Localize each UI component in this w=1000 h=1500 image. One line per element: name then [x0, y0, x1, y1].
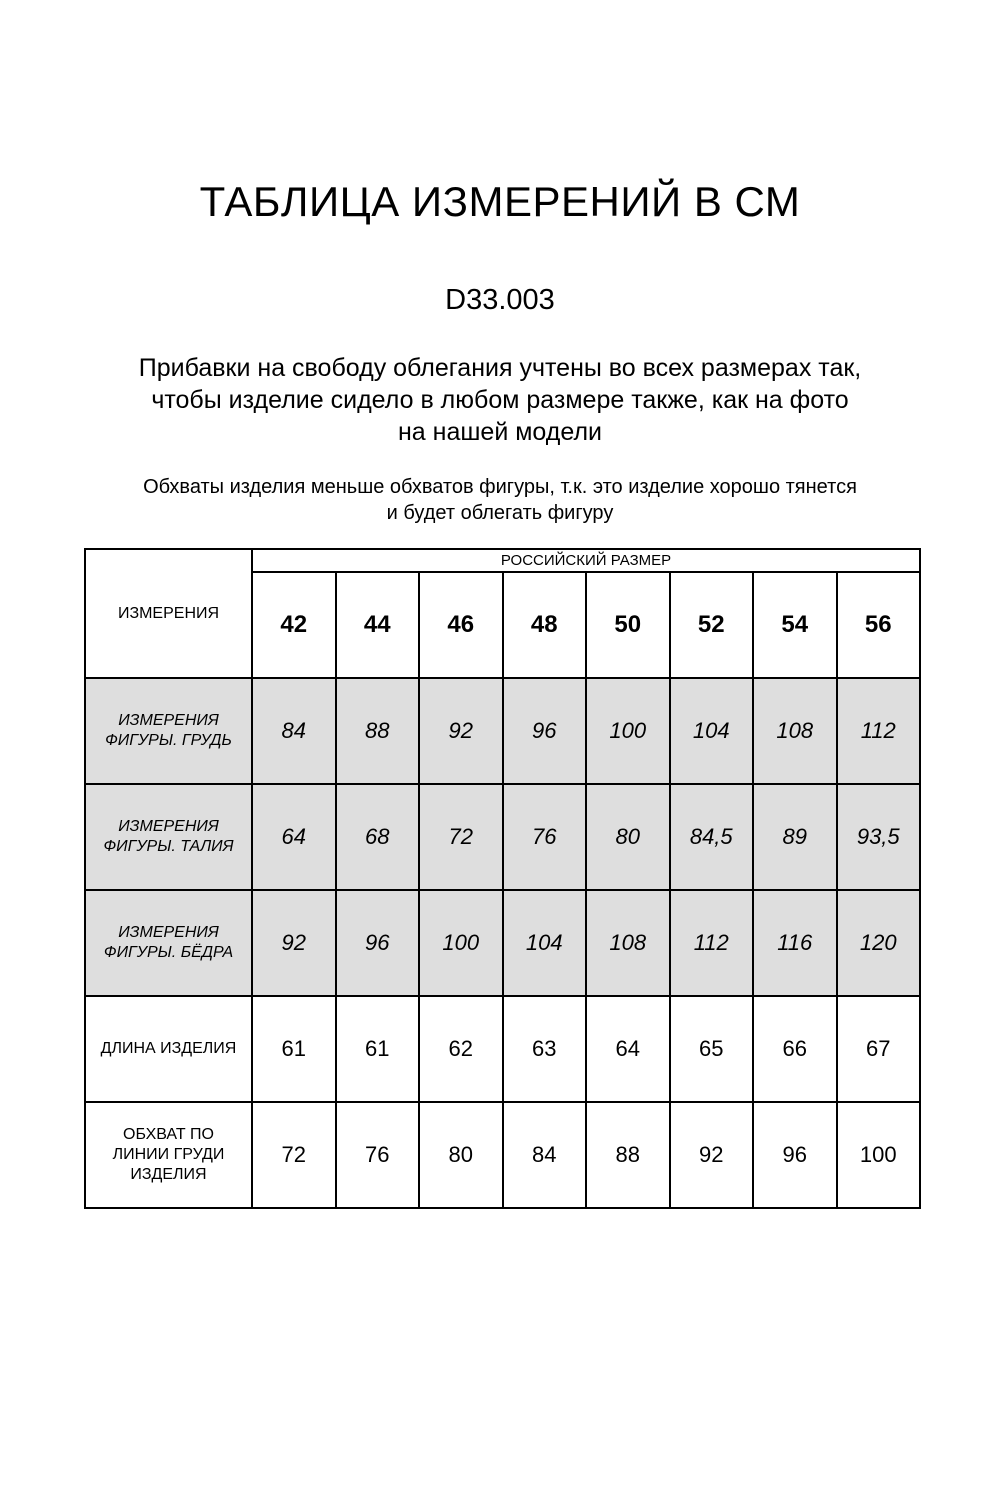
row-label-line: ФИГУРЫ. ТАЛИЯ [103, 838, 234, 855]
fit-note-line: Прибавки на свободу облегания учтены во всех размерах так, [138, 354, 862, 382]
stretch-note-line: и будет облегать фигуру [386, 502, 614, 524]
row-label [85, 1102, 252, 1208]
table-cell: 93,5 [837, 784, 921, 890]
row-label [85, 784, 252, 890]
table-cell: 66 [753, 996, 837, 1102]
table-cell: 100 [419, 890, 503, 996]
table-cell: 100 [837, 1102, 921, 1208]
table-cell: 88 [586, 1102, 670, 1208]
size-header-cell: 56 [837, 572, 921, 678]
stretch-note [40, 474, 960, 526]
table-cell: 61 [336, 996, 420, 1102]
size-header-cell: 46 [419, 572, 503, 678]
table-cell: 68 [336, 784, 420, 890]
row-label-line: ИЗМЕРЕНИЯ [118, 712, 219, 729]
row-label-line: ИЗМЕРЕНИЯ [118, 924, 219, 941]
size-table [84, 548, 921, 1209]
row-label-line: ФИГУРЫ. ГРУДЬ [105, 732, 232, 749]
table-row [85, 784, 920, 890]
size-header-cell: 52 [670, 572, 754, 678]
table-cell: 76 [336, 1102, 420, 1208]
row-label [85, 996, 252, 1102]
row-label-line: ИЗДЕЛИЯ [130, 1166, 207, 1183]
table-row [85, 996, 920, 1102]
table-cell: 104 [670, 678, 754, 784]
stretch-note-line: Обхваты изделия меньше обхватов фигуры, т.к. это изделие хорошо тянется [143, 476, 857, 498]
table-cell: 120 [837, 890, 921, 996]
table-row [85, 1102, 920, 1208]
fit-note-line: чтобы изделие сидело в любом размере также, как на фото [151, 386, 849, 414]
table-cell: 84 [503, 1102, 587, 1208]
table-cell: 64 [586, 996, 670, 1102]
table-row [85, 678, 920, 784]
row-label-line: ИЗМЕРЕНИЯ [118, 818, 219, 835]
row-label [85, 890, 252, 996]
row-label-line: ФИГУРЫ. БЁДРА [103, 944, 234, 961]
table-cell: 96 [753, 1102, 837, 1208]
table-cell: 112 [837, 678, 921, 784]
table-cell: 96 [336, 890, 420, 996]
table-cell: 65 [670, 996, 754, 1102]
table-cell: 96 [503, 678, 587, 784]
page-title: ТАБЛИЦА ИЗМЕРЕНИЙ В СМ [199, 178, 801, 225]
size-header-cell: 54 [753, 572, 837, 678]
fit-note [60, 352, 940, 448]
size-header-cell: 48 [503, 572, 587, 678]
table-cell: 64 [252, 784, 336, 890]
row-label-line: ДЛИНА ИЗДЕЛИЯ [100, 1040, 237, 1057]
size-header-cell: 44 [336, 572, 420, 678]
table-cell: 108 [753, 678, 837, 784]
table-cell: 80 [419, 1102, 503, 1208]
size-header-cell: 50 [586, 572, 670, 678]
table-cell: 88 [336, 678, 420, 784]
fit-note-line: на нашей модели [398, 418, 602, 446]
table-cell: 104 [503, 890, 587, 996]
measurements-header: ИЗМЕРЕНИЯ [85, 549, 252, 678]
table-cell: 76 [503, 784, 587, 890]
table-cell: 61 [252, 996, 336, 1102]
table-row [85, 890, 920, 996]
table-cell: 72 [252, 1102, 336, 1208]
size-group-header-row [85, 549, 920, 572]
article-number: D33.003 [445, 284, 555, 316]
row-label-line: ОБХВАТ ПО [123, 1126, 214, 1143]
table-cell: 92 [419, 678, 503, 784]
table-cell: 89 [753, 784, 837, 890]
table-cell: 108 [586, 890, 670, 996]
table-cell: 112 [670, 890, 754, 996]
table-cell: 92 [670, 1102, 754, 1208]
table-cell: 62 [419, 996, 503, 1102]
table-cell: 116 [753, 890, 837, 996]
table-cell: 67 [837, 996, 921, 1102]
table-cell: 100 [586, 678, 670, 784]
table-cell: 63 [503, 996, 587, 1102]
table-cell: 84 [252, 678, 336, 784]
table-cell: 80 [586, 784, 670, 890]
table-cell: 92 [252, 890, 336, 996]
row-label-line: ЛИНИИ ГРУДИ [112, 1146, 225, 1163]
size-header-cell: 42 [252, 572, 336, 678]
row-label [85, 678, 252, 784]
table-cell: 72 [419, 784, 503, 890]
table-cell: 84,5 [670, 784, 754, 890]
russian-size-header: РОССИЙСКИЙ РАЗМЕР [252, 549, 920, 572]
